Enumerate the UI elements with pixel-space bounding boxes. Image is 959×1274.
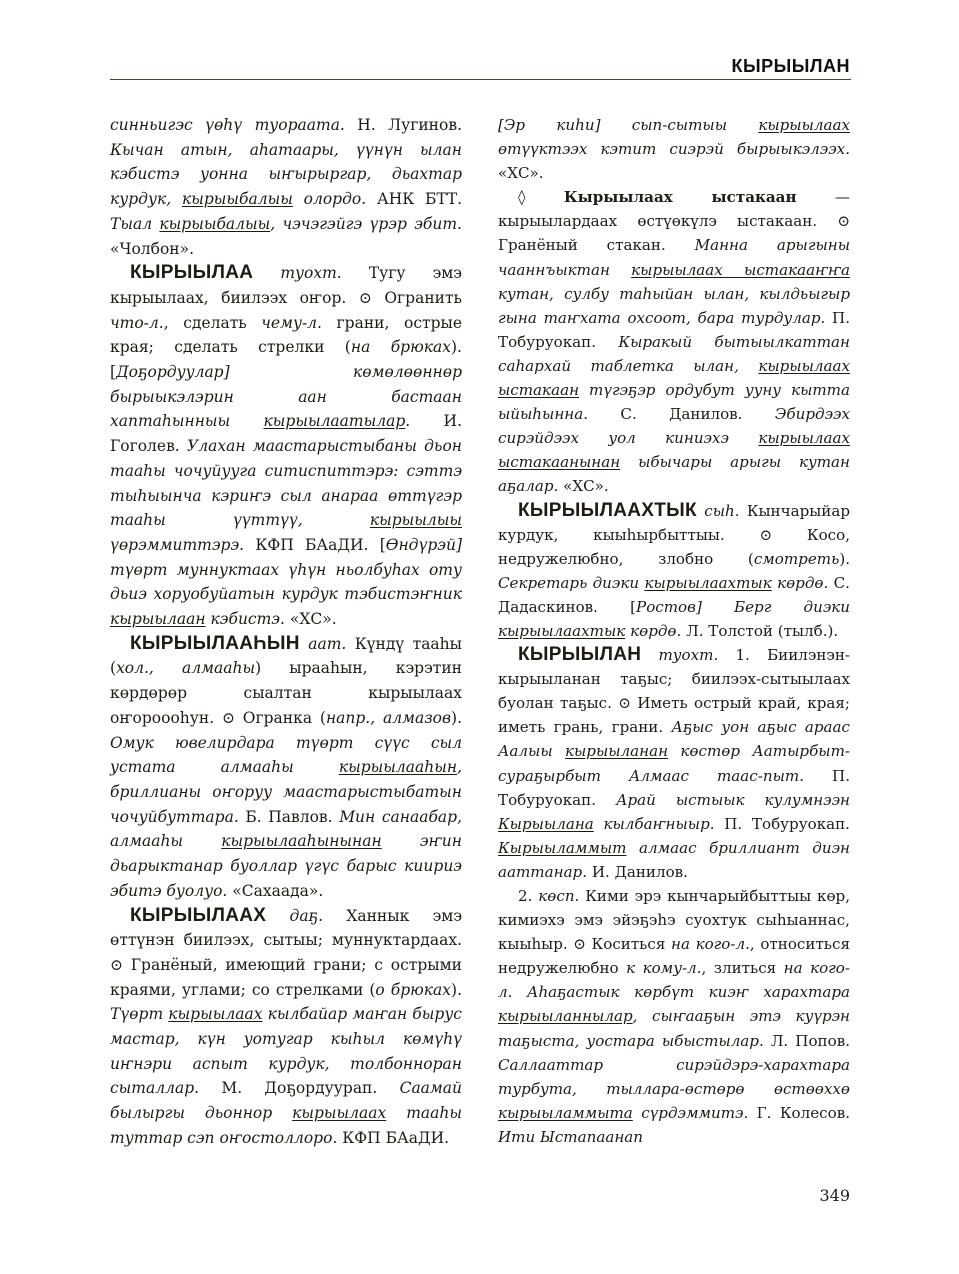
source-ref: Л. Попов. [763,1031,850,1050]
example-text: кэбистэ. [205,610,285,629]
highlighted-word: кырыылаахтык [644,573,772,592]
source-ref: Н. Лугинов. [344,116,463,134]
example-text [159,215,270,233]
highlighted-word: кырыыланан [564,742,669,761]
dictionary-entry [498,185,850,498]
phrase-headword: Кырыылаах ыстакаан [563,188,797,207]
source-ref: П. Тобуруокап. [498,308,850,351]
example-text: олордо. [292,190,367,209]
example-text: өтүүктээх кэтит сиэрэй бырыыкэлээх. [498,140,850,159]
example-text: ыбычары арыгы кутан аҕалар. [498,453,850,496]
highlighted-word: кырыыланнылар [498,1007,633,1026]
sense-number: 2. [518,887,539,905]
headword: КЫРЫЫЛААХТЫК [518,499,697,521]
highlighted-word: кырыылааһын [338,758,458,777]
dictionary-entry [498,643,850,884]
example-text: көстөр Аатырбыт-сураҕырбыт Алмаас таас-пыт. [498,742,850,785]
definition: Күндү тааһы ( [110,634,462,678]
definition: , относиться недружелюбно [498,935,850,978]
source-ref: Л. Толстой (тылб.). [681,621,839,640]
example-text [182,190,293,208]
definition: Кынчарыйар курдук, кыыһырбыттыы. ⊙ Косо, недружелюбно, злобно ( [498,501,850,568]
example-text: кылбайар маҥан бырус мастар, күн уотугар кыһыл көмүһү иҥнэри аспыт курдук, толбонноран сыталлар. [110,1005,462,1098]
dictionary-entry [110,904,462,1151]
example-text: Өндүрэй [385,535,456,554]
pos-label: даҕ. [266,906,324,925]
gloss-note: к кому-л. [626,959,702,978]
gloss-note: напр., алмазов [325,708,452,727]
source-ref: Г. Колесов. [748,1103,850,1122]
example-text: Тыал [110,214,160,233]
source-ref: КФП БАаДИ. [ [244,535,386,554]
source-ref: АНК БТТ. [366,190,462,209]
example-text: Манна арыгыны чааннъыктан [498,236,850,279]
example-text: ] түөрт муннуктаах үһүн ньолбуһах оту дьиэ хоруобуйатын курдук тэбистэҥник [110,535,462,604]
gloss-note: что-л. [110,313,164,332]
gloss-note: о брюках [375,980,452,999]
source-ref: С. Дадаскинов. [ [498,573,850,616]
entry-continuation [110,113,462,261]
highlighted-word: кырыылаатылар [263,412,406,431]
highlighted-word: кырыылаан [110,610,206,629]
example-text [168,1005,262,1023]
headword: КЫРЫЫЛААХ [130,904,267,926]
example-text [644,574,771,592]
definition: ). [ [110,338,462,382]
headword: КЫРЫЫЛАА [130,262,254,284]
example-text: Аҕыс уон аҕыс араас Аалыы [498,718,850,761]
example-text: түгэҕэр ордубут ууну кытта ыйыһынна. [498,381,850,424]
example-text [339,758,457,776]
example-text [498,622,625,640]
highlighted-word: кырыыламмыта [498,1103,633,1122]
highlighted-word: кырыылаах [758,116,850,134]
headword: КЫРЫЫЛААҺЫН [130,632,300,654]
pos-label: туохт. [641,646,719,665]
example-text: алмаас бриллиант диэн ааттанар. [498,838,850,881]
example-text: , бриллианы оҥоруу маастарыстыбатын чочуйбуттара. [110,758,462,826]
definition: , злиться [701,959,784,978]
gloss-note: смотреть [753,549,840,568]
example-text: Арай ыстыык кулумнээн [616,790,850,809]
gloss-note: на брюках [350,338,451,357]
example-text [370,511,462,529]
example-text [498,839,626,857]
example-text [565,742,668,760]
entry-continuation [498,113,850,185]
definition: 1. Биилэнэн-кырыыланан таҕыс; биилээх-сытыылаах буолан таҕыс. ⊙ Иметь острый край, края; иметь грань, грани. [498,646,850,737]
highlighted-word: кырыылаахтык [498,621,626,640]
example-text: ] Берг диэки [695,597,851,616]
example-text [292,1104,386,1122]
gloss-note: хол., алмааһы [116,659,256,678]
example-text: Доҕордуулар [116,363,224,382]
source-ref: П. Тобуруокап. [714,814,850,833]
example-text: Ростов [636,597,696,616]
dictionary-sense [498,884,850,1149]
example-text: үөрэммиттэрэ. [110,535,245,554]
example-text [498,815,594,833]
example-text: Түөрт [110,1005,169,1024]
example-text: Мин санаабар, алмааһы [110,807,463,851]
example-text: Саамай былыргы дьоннор [110,1079,462,1123]
example-text: көрдө. [625,621,682,640]
pos-label: туохт. [253,264,342,283]
gloss-note: на кого-л. [498,959,850,1002]
dictionary-entry [110,632,462,904]
source-ref: С. Данилов. [588,405,775,424]
example-text: . [405,412,411,431]
example-text: Омук ювелирдара түөрт сүүс сыл устата алмааһы [110,733,462,777]
definition: грани, острые края; сделать стрелки ( [110,313,463,357]
running-header: КЫРЫЫЛАН [731,56,850,76]
example-text: , чэчэгэйгэ үрэр эбит. [270,214,462,233]
highlighted-word: кырыылааһынынан [221,832,382,851]
gloss-note: көсп. [538,887,580,905]
highlighted-word: кырыылыы [369,511,462,530]
source-ref: Б. Павлов. [238,807,340,826]
source-ref: «ХС». [498,164,544,183]
gloss-note: на кого-л. [671,935,750,954]
source-ref: М. Доҕордуурап. [199,1079,400,1098]
definition: ) ырааһын, кэрэтин көрдөрөр сыалтан кырыылаах оҥороооһун. ⊙ Огранка ( [110,659,462,727]
gloss-note: чему-л. [261,313,322,332]
highlighted-word: кырыылаах [168,1005,263,1024]
highlighted-word: кырыыбалыы [159,214,271,233]
pos-label: сыһ. [696,501,740,520]
dictionary-entry [498,499,850,644]
dictionary-entry [110,261,462,632]
definition: — кырыылардаах өстүөкүлэ ыстакаан. ⊙ Гранёный стакан. [498,188,850,255]
definition: Кими эрэ кынчарыйбыттыы көр, кимиэхэ эмэ эйэҕэһэ суохтук сыһыаннас, кыыһыр. ⊙ Коситься [498,887,850,954]
highlighted-word: кырыылаах [292,1104,387,1123]
highlighted-word: Кырыыламмыт [498,838,627,857]
definition: ). [839,549,850,568]
highlighted-word: кырыылаах ыстакааҥҥа [631,260,850,279]
source-ref: П. Тобуруокап. [498,766,851,809]
example-text [758,116,850,134]
definition: , сделать [163,313,262,332]
example-text: Ити Ыстапаанап [498,1127,643,1146]
example-text: эҥин дьарыктанар буоллар үгүс барыс киириэ эбитэ буолуо. [110,832,462,900]
example-text: Аһаҕастык көрбүт киэҥ харахтара [527,983,850,1002]
highlighted-word: кырыылаах ыстакаанынан [498,429,850,472]
example-text: [Эр киһи] сып-сытыы [498,116,759,134]
source-ref: «Чолбон». [110,239,195,258]
source-ref: И. Гоголев. [110,412,462,456]
example-text: ] көмөлөөннөр бырыыкэлэрин аан бастаан хаптаһынныы [110,363,462,431]
highlighted-word: кырыыбалыы [181,190,293,209]
headword: КЫРЫЫЛАН [518,644,642,666]
example-text: тааһы туттар сэп оҥостоллоро. [110,1104,462,1147]
source-ref: КФП БАаДИ. [337,1128,450,1147]
source-ref: И. Данилов. [587,862,688,881]
example-text [631,261,850,279]
example-text: синньигэс үөһү туораата. [110,116,345,134]
example-text: Эбирдээх сирэйдээх уол киниэхэ [498,405,850,448]
example-text: Саллааттар сирэйдэрэ-харахтара турбута, тыллара-өстөрө өстөөххө [498,1055,850,1098]
example-text: , сыҥааҕын этэ куүрэн таҕыста, уостара ыбыстылар. [498,1007,850,1050]
source-ref: «ХС». [558,477,609,496]
source-ref: «ХС». [284,610,337,629]
example-text: Секретарь диэки [498,573,645,592]
left-column [110,113,462,1151]
right-column [498,113,850,1149]
example-text: Улахан маастарыстыбаны дьон тааһы чочуйууга ситиспиттэрэ: сэттэ тыһыынча кэриҥэ сыл анараа өттүгэр тааһы үүттүү, [110,437,462,530]
header-rule [110,79,851,80]
example-text [498,1007,633,1025]
example-text: Кыракый бытыылкаттан саһархай таблетка ылан, [498,332,850,375]
example-text: сүрдэммитэ. [632,1103,749,1122]
example-text: көрдө. [771,573,829,592]
highlighted-word: кырыылаах ыстакаан [498,356,850,400]
example-text [221,832,382,850]
phrase-marker: ◊ [518,188,526,207]
page-number: 349 [819,1186,850,1205]
example-text: Кычан атын, аһатаары, үүнүн ылан кэбистэ уонна ыҥырыргар, дьахтар курдук, [110,140,462,209]
definition: ). [451,980,462,999]
example-text [264,412,406,430]
pos-label: аат. [299,634,347,653]
example-text [498,1104,633,1122]
example-text: кутан, сулбу таһыйан ылан, кылдьыгыр гына таҥхата охсоот, бара турдулар. [498,284,850,327]
definition: Ханнык эмэ өттүнэн биилээх, сытыы; муннуктардаах. ⊙ Гранёный, имеющий грани; с острыми краями, углами; со стрелками ( [110,906,462,999]
source-ref: «Сахаада». [227,881,324,900]
definition: ). [451,708,462,727]
example-text: кылбаҥныыр. [593,814,715,833]
example-text [110,610,206,628]
highlighted-word: Кырыылана [498,814,594,833]
definition: Тугу эмэ кырыылаах, биилээх оҥор. ⊙ Огранить [110,264,462,307]
